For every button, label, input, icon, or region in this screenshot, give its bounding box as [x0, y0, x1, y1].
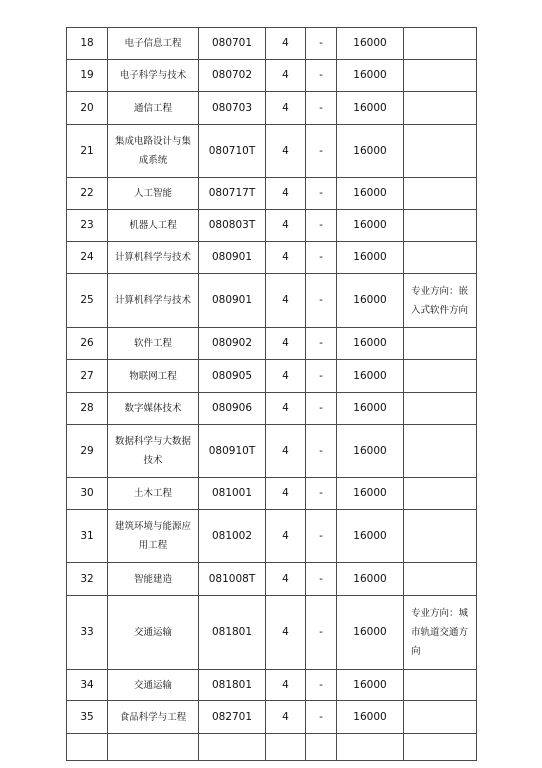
- duration-years-cell: 4: [266, 92, 306, 125]
- table-row: [67, 210, 477, 242]
- row-number-cell: 21: [67, 125, 108, 178]
- major-code-cell: 080906: [199, 393, 266, 425]
- row-number-cell: 25: [67, 274, 108, 328]
- major-code-cell: 081008T: [199, 563, 266, 596]
- row-number-cell: 18: [67, 28, 108, 60]
- major-name-cell: 交通运输: [108, 670, 199, 701]
- duration-years-cell: 4: [266, 510, 306, 563]
- major-code-cell: 080902: [199, 328, 266, 360]
- tuition-fee-cell: 16000: [337, 125, 404, 178]
- major-name-cell: 计算机科学与技术: [108, 242, 199, 274]
- major-name-cell: 电子信息工程: [108, 28, 199, 60]
- remarks-cell: [404, 478, 477, 510]
- major-fee-table: [66, 27, 477, 761]
- major-name-cell: 土木工程: [108, 478, 199, 510]
- table-row: [67, 274, 477, 328]
- table-row: [67, 60, 477, 92]
- major-code-cell: 081001: [199, 478, 266, 510]
- table-row: [67, 125, 477, 178]
- placeholder-dash-cell: -: [306, 510, 337, 563]
- major-name-cell: 软件工程: [108, 328, 199, 360]
- duration-years-cell: 4: [266, 670, 306, 701]
- remarks-cell: [404, 425, 477, 478]
- placeholder-dash-cell: -: [306, 28, 337, 60]
- tuition-fee-cell: 16000: [337, 60, 404, 92]
- placeholder-dash-cell: -: [306, 242, 337, 274]
- tuition-fee-cell: 16000: [337, 701, 404, 734]
- placeholder-dash-cell: -: [306, 563, 337, 596]
- remarks-cell: [404, 125, 477, 178]
- row-number-cell: 33: [67, 596, 108, 670]
- tuition-fee-cell: 16000: [337, 242, 404, 274]
- duration-years-cell: 4: [266, 178, 306, 210]
- major-code-cell: 081002: [199, 510, 266, 563]
- major-name-cell: 人工智能: [108, 178, 199, 210]
- major-name-cell: 物联网工程: [108, 360, 199, 393]
- tuition-fee-cell: 16000: [337, 28, 404, 60]
- duration-years-cell: 4: [266, 563, 306, 596]
- remarks-cell: [404, 563, 477, 596]
- duration-years-cell: 4: [266, 478, 306, 510]
- duration-years-cell: 4: [266, 125, 306, 178]
- row-number-cell: 19: [67, 60, 108, 92]
- duration-years-cell: 4: [266, 242, 306, 274]
- major-code-cell: 080910T: [199, 425, 266, 478]
- row-number-cell: 34: [67, 670, 108, 701]
- placeholder-dash-cell: -: [306, 701, 337, 734]
- tuition-fee-cell: 16000: [337, 178, 404, 210]
- row-number-cell: 31: [67, 510, 108, 563]
- tuition-fee-cell: [337, 734, 404, 761]
- tuition-fee-cell: 16000: [337, 563, 404, 596]
- major-name-cell: 建筑环境与能源应用工程: [108, 510, 199, 563]
- table-row: [67, 701, 477, 734]
- tuition-fee-cell: 16000: [337, 478, 404, 510]
- placeholder-dash-cell: -: [306, 274, 337, 328]
- table-row: [67, 596, 477, 670]
- row-number-cell: 22: [67, 178, 108, 210]
- remarks-cell: 专业方向：城市轨道交通方向: [404, 596, 477, 670]
- tuition-fee-cell: 16000: [337, 393, 404, 425]
- tuition-fee-cell: 16000: [337, 210, 404, 242]
- row-number-cell: 20: [67, 92, 108, 125]
- major-name-cell: 数字媒体技术: [108, 393, 199, 425]
- row-number-cell: 23: [67, 210, 108, 242]
- table-row: [67, 178, 477, 210]
- major-code-cell: 080901: [199, 274, 266, 328]
- tuition-fee-cell: 16000: [337, 670, 404, 701]
- major-code-cell: 080703: [199, 92, 266, 125]
- duration-years-cell: 4: [266, 360, 306, 393]
- remarks-cell: [404, 510, 477, 563]
- duration-years-cell: 4: [266, 425, 306, 478]
- duration-years-cell: 4: [266, 210, 306, 242]
- tuition-fee-cell: 16000: [337, 274, 404, 328]
- major-code-cell: 081801: [199, 596, 266, 670]
- table-row: [67, 393, 477, 425]
- major-code-cell: 080803T: [199, 210, 266, 242]
- remarks-cell: [404, 242, 477, 274]
- row-number-cell: 35: [67, 701, 108, 734]
- remarks-cell: [404, 210, 477, 242]
- row-number-cell: 29: [67, 425, 108, 478]
- duration-years-cell: 4: [266, 328, 306, 360]
- row-number-cell: 24: [67, 242, 108, 274]
- major-name-cell: [108, 734, 199, 761]
- major-code-cell: 080905: [199, 360, 266, 393]
- remarks-cell: [404, 360, 477, 393]
- remarks-cell: [404, 178, 477, 210]
- tuition-fee-cell: 16000: [337, 596, 404, 670]
- major-name-cell: 通信工程: [108, 92, 199, 125]
- major-name-cell: 食品科学与工程: [108, 701, 199, 734]
- remarks-cell: [404, 734, 477, 761]
- remarks-cell: [404, 92, 477, 125]
- table-row: [67, 425, 477, 478]
- placeholder-dash-cell: -: [306, 596, 337, 670]
- remarks-cell: 专业方向：嵌入式软件方向: [404, 274, 477, 328]
- placeholder-dash-cell: [306, 734, 337, 761]
- table-row: [67, 734, 477, 761]
- tuition-fee-cell: 16000: [337, 425, 404, 478]
- table-row: [67, 563, 477, 596]
- duration-years-cell: 4: [266, 701, 306, 734]
- placeholder-dash-cell: -: [306, 393, 337, 425]
- major-name-cell: 电子科学与技术: [108, 60, 199, 92]
- row-number-cell: 28: [67, 393, 108, 425]
- major-code-cell: 080901: [199, 242, 266, 274]
- remarks-cell: [404, 28, 477, 60]
- major-name-cell: 数据科学与大数据技术: [108, 425, 199, 478]
- remarks-cell: [404, 393, 477, 425]
- remarks-cell: [404, 60, 477, 92]
- major-code-cell: 080710T: [199, 125, 266, 178]
- duration-years-cell: [266, 734, 306, 761]
- tuition-fee-cell: 16000: [337, 360, 404, 393]
- major-code-cell: 080701: [199, 28, 266, 60]
- major-name-cell: 交通运输: [108, 596, 199, 670]
- placeholder-dash-cell: -: [306, 328, 337, 360]
- table-row: [67, 328, 477, 360]
- placeholder-dash-cell: -: [306, 92, 337, 125]
- remarks-cell: [404, 670, 477, 701]
- placeholder-dash-cell: -: [306, 210, 337, 242]
- major-name-cell: 集成电路设计与集成系统: [108, 125, 199, 178]
- major-code-cell: 081801: [199, 670, 266, 701]
- major-code-cell: 080717T: [199, 178, 266, 210]
- tuition-fee-cell: 16000: [337, 92, 404, 125]
- duration-years-cell: 4: [266, 274, 306, 328]
- major-name-cell: 机器人工程: [108, 210, 199, 242]
- tuition-fee-cell: 16000: [337, 328, 404, 360]
- placeholder-dash-cell: -: [306, 478, 337, 510]
- row-number-cell: 30: [67, 478, 108, 510]
- row-number-cell: 26: [67, 328, 108, 360]
- table-row: [67, 92, 477, 125]
- major-name-cell: 计算机科学与技术: [108, 274, 199, 328]
- row-number-cell: [67, 734, 108, 761]
- table-row: [67, 242, 477, 274]
- duration-years-cell: 4: [266, 60, 306, 92]
- table-row: [67, 670, 477, 701]
- remarks-cell: [404, 328, 477, 360]
- major-code-cell: 080702: [199, 60, 266, 92]
- row-number-cell: 32: [67, 563, 108, 596]
- duration-years-cell: 4: [266, 28, 306, 60]
- placeholder-dash-cell: -: [306, 670, 337, 701]
- table-row: [67, 510, 477, 563]
- placeholder-dash-cell: -: [306, 425, 337, 478]
- row-number-cell: 27: [67, 360, 108, 393]
- placeholder-dash-cell: -: [306, 360, 337, 393]
- table-row: [67, 360, 477, 393]
- major-code-cell: 082701: [199, 701, 266, 734]
- placeholder-dash-cell: -: [306, 125, 337, 178]
- placeholder-dash-cell: -: [306, 60, 337, 92]
- table-row: [67, 478, 477, 510]
- duration-years-cell: 4: [266, 393, 306, 425]
- table-row: [67, 28, 477, 60]
- placeholder-dash-cell: -: [306, 178, 337, 210]
- tuition-fee-cell: 16000: [337, 510, 404, 563]
- major-code-cell: [199, 734, 266, 761]
- major-name-cell: 智能建造: [108, 563, 199, 596]
- duration-years-cell: 4: [266, 596, 306, 670]
- remarks-cell: [404, 701, 477, 734]
